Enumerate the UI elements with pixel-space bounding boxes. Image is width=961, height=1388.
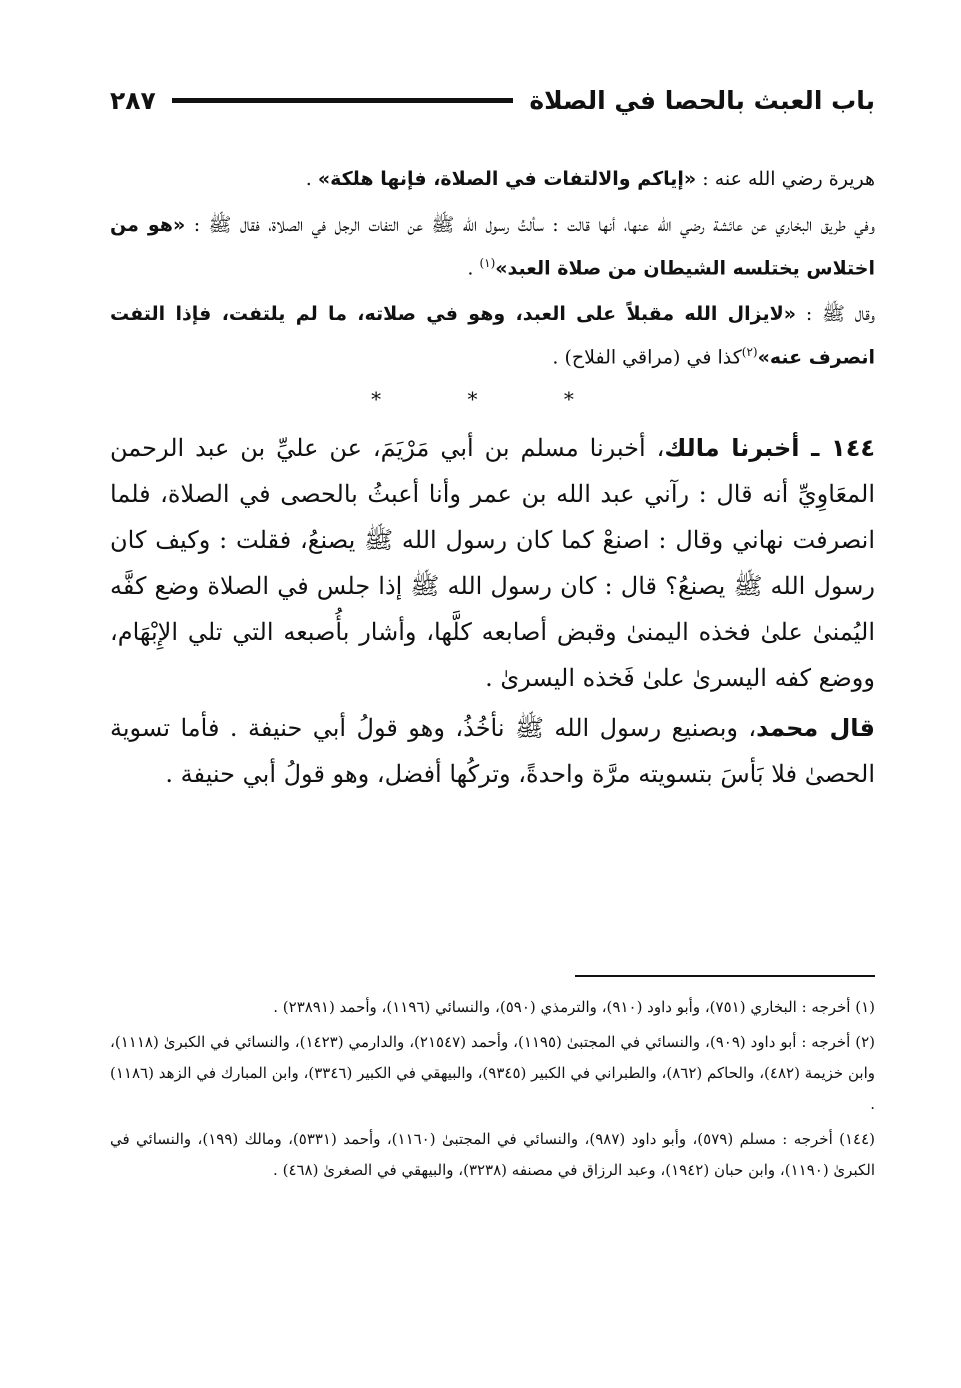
main-text <box>110 160 875 801</box>
footnote-144: (١٤٤) أخرجه : مسلم (٥٧٩)، وأبو داود (٩٨٧)، والنسائي في المجتبىٰ (١١٦٠)، وأحمد (٥٣٣١)، ومالك (١٩٩)، والنسائي في الكبرىٰ (١١٩٠)، وابن حبان (١٩٤٢)، وعبد الرزاق في مصنفه (٣٢٣٨)، والبيهقي في الصغرىٰ (٤٦٨) . <box>110 1130 875 1179</box>
p3-end: كذا في (مراقي الفلاح) . <box>552 346 742 369</box>
paragraph-muhammad <box>110 705 875 797</box>
p1-hadith: «إياكم والالتفات في الصلاة، فإنها هلكة» <box>317 168 697 190</box>
page-number: ٢٨٧ <box>110 85 156 115</box>
paragraph-2 <box>110 206 875 287</box>
footnote-1: (١) أخرجه : البخاري (٧٥١)، وأبو داود (٩١٠)، والترمذي (٥٩٠)، والنسائي (١١٩٦)، وأحمد (٢٣٨٩١) . <box>273 998 875 1016</box>
p3-text: وقال ﷺ : <box>796 303 875 326</box>
section-separator: * * * <box>371 386 614 411</box>
p3-hadith: «لايزال الله مقبلاً على العبد، وهو في صلاته، ما لم يلتفت، فإذا التفت انصرف عنه» <box>110 303 875 369</box>
p2-hadith: «هو من اختلاس يختلسه الشيطان من صلاة العبد» <box>110 214 875 280</box>
footnotes <box>110 992 875 1190</box>
p1-text: هريرة رضي الله عنه : <box>696 168 875 190</box>
page-header <box>110 78 875 122</box>
paragraph-3 <box>110 295 875 376</box>
footnote-ref-2: (٢) <box>741 345 758 360</box>
p2-text: وفي طريق البخاري عن عائشة رضي الله عنها، أنها قالت : سألتُ رسول الله ﷺ عن التفات الرجل في الصلاة، فقال ﷺ : <box>185 214 875 236</box>
paragraph-hadith-144 <box>110 425 875 701</box>
footnote-2: (٢) أخرجه : أبو داود (٩٠٩)، والنسائي في المجتبىٰ (١١٩٥)، وأحمد (٢١٥٤٧)، والدارمي (١٤٢٣)، والنسائي في الكبرىٰ (١١١٨)، وابن خزيمة (٤٨٢)، والحاكم (٨٦٢)، والطبراني في الكبير (٩٣٤٥)، والبيهقي في الكبير (٣٣٤٦)، وابن المبارك في الزهد (١١٨٦) . <box>110 1033 875 1113</box>
footnote-rule <box>575 975 875 977</box>
p2-end: . <box>467 257 480 280</box>
qala-muhammad-heading: قال محمد <box>756 713 876 742</box>
footnote-ref-1: (١) <box>479 256 496 270</box>
p1-end: . <box>305 168 318 190</box>
muhammad-text: ، وبصنيع رسول الله ﷺ نأخُذُ، وهو قولُ أبي حنيفة . فأما تسوية الحصىٰ فلا بَأسَ بتسويته مرَّة واحدةً، وتركُها أفضل، وهو قولُ أبي حنيفة . <box>110 713 875 788</box>
hadith-number-heading: ١٤٤ ـ أخبرنا مالك <box>664 433 875 462</box>
chapter-title: باب العبث بالحصا في الصلاة <box>529 85 875 115</box>
hadith-144-text: ، أخبرنا مسلم بن أبي مَرْيَمَ، عن عليِّ بن عبد الرحمن المعَاوِيِّ أنه قال : رآني عبد الله بن عمر وأنا أعبثُ بالحصى في الصلاة، فلما انصرفت نهاني وقال : اصنعْ كما كان رسول الله ﷺ يصنعُ، فقلت : وكيف كان رسول الله ﷺ يصنعُ؟ قال : كان رسول الله ﷺ إذا جلس في الصلاة وضع كفَّه اليُمنىٰ علىٰ فخذه اليمنىٰ وقبض أصابعه كلَّها، وأشار بأُصبعه التي تلي الإِبْهَام، ووضع كفه اليسرىٰ علىٰ فَخذه اليسرىٰ . <box>110 433 875 692</box>
paragraph-1 <box>110 160 875 198</box>
header-rule <box>172 98 514 103</box>
